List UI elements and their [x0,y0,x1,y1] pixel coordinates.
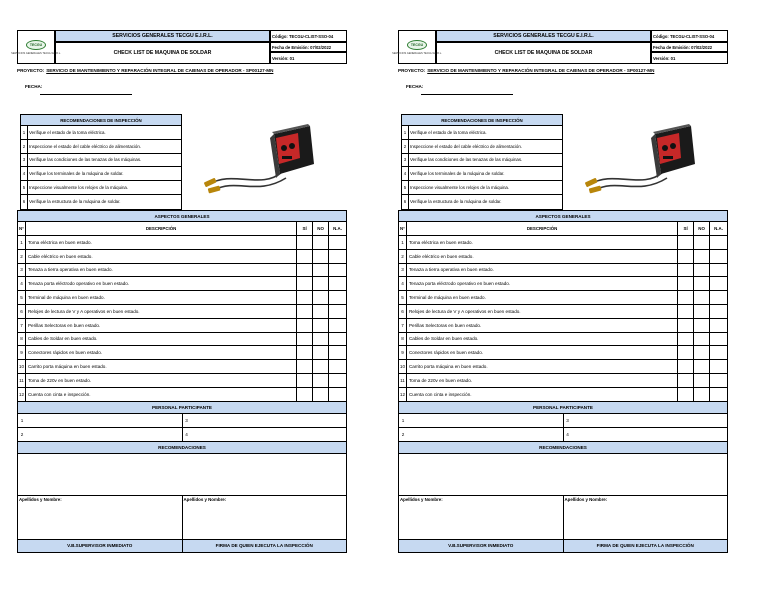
item-description: Cuenta con cinta e inspección. [407,388,678,401]
yes-checkbox[interactable] [678,277,694,290]
personnel-number: 2 [20,431,24,437]
yes-checkbox[interactable] [678,305,694,318]
recommendation-text: Inspeccione el estado del cable eléctrico de alimentación. [29,143,142,149]
recommendations-section-title: RECOMENDACIONES [398,442,728,454]
recommendation-number: 1 [402,126,409,139]
na-checkbox[interactable] [329,264,347,277]
checklist-row [17,333,347,347]
checklist-row [398,388,728,402]
col-no-header: NO [694,222,710,235]
checklist-row [17,346,347,360]
checklist-row [17,264,347,278]
recommendation-text: Inspeccione visualmente los relojes de la máquina. [29,185,129,191]
recommendation-text: Verifique las condiciones de las tenazas de las máquinas. [410,157,523,163]
checklist-row [17,250,347,264]
signature-footer [17,540,347,553]
recommendations-text-area[interactable] [398,454,728,496]
no-checkbox[interactable] [313,305,329,318]
logo-subtext: SERVICIOS GENERALES TECGU E.I.R.L. [11,51,61,55]
recommendation-text: Verifique la estructura de la máquina de soldar. [29,199,121,205]
personnel-number: 1 [401,417,405,423]
inspector-signature-label: FIRMA DE QUIEN EJECUTA LA INSPECCIÓN [183,540,348,552]
general-aspects-grid [398,210,728,553]
checklist-row [17,277,347,291]
no-checkbox[interactable] [313,319,329,332]
na-checkbox[interactable] [710,319,728,332]
company-logo [11,30,61,64]
item-description: Cables de Soldar en buen estado. [407,333,678,346]
yes-checkbox[interactable] [297,388,313,401]
item-description: Carrito porta máquina en buen estado. [26,360,297,373]
na-checkbox[interactable] [329,374,347,387]
item-number: 10 [399,360,407,373]
recommendation-number: 5 [402,181,409,194]
issue-date: Fecha de Emisión: 07/02/2022 [270,42,347,52]
checklist-row [17,291,347,305]
item-number: 1 [18,236,26,249]
personnel-name-field[interactable] [571,428,728,441]
recommendation-text: Verifique los terminales de la máquina de soldar. [29,171,124,177]
na-checkbox[interactable] [329,291,347,304]
na-checkbox[interactable] [329,277,347,290]
na-checkbox[interactable] [710,277,728,290]
item-number: 2 [399,250,407,263]
inspector-name-field[interactable] [564,496,729,539]
supervisor-approval-label: V.B.SUPERVISOR INMEDIATO [18,540,183,552]
na-checkbox[interactable] [710,346,728,359]
no-checkbox[interactable] [313,388,329,401]
checklist-sheet-left [11,30,347,552]
personnel-name-field[interactable] [190,428,347,441]
checklist-row [398,305,728,319]
yes-checkbox[interactable] [297,333,313,346]
date-label: FECHA: [25,84,43,89]
checklist-row [17,236,347,250]
item-number: 7 [18,319,26,332]
item-description: Cable eléctrico en buen estado. [407,250,678,263]
general-aspects-title: ASPECTOS GENERALES [398,210,728,222]
yes-checkbox[interactable] [297,305,313,318]
recommendation-number: 4 [21,167,28,180]
recommendation-text: Verifique el estado de la toma eléctrica. [410,129,487,135]
recommendations-section-title: RECOMENDACIONES [17,442,347,454]
column-headers [398,222,728,236]
personnel-title: PERSONAL PARTICIPANTE [17,402,347,414]
logo-text: TECGU [410,42,424,47]
item-description: Toma de 220v en buen estado. [407,374,678,387]
recommendation-row [402,140,562,154]
na-checkbox[interactable] [329,333,347,346]
item-description: Cables de Soldar en buen estado. [26,333,297,346]
recommendation-text: Inspeccione el estado del cable eléctrico de alimentación. [410,143,523,149]
checklist-row [398,277,728,291]
welding-machine-icon [202,120,317,198]
personnel-number: 1 [20,417,24,423]
issue-date: Fecha de Emisión: 07/02/2022 [651,42,728,52]
personnel-row [17,428,347,442]
col-number-header: N° [18,222,26,235]
yes-checkbox[interactable] [297,374,313,387]
no-checkbox[interactable] [313,236,329,249]
na-checkbox[interactable] [329,236,347,249]
personnel-number: 4 [185,431,188,437]
col-description-header: DESCRIPCIÓN [26,222,297,235]
inspector-name-field[interactable] [183,496,348,539]
inspection-recommendations-title: RECOMENDACIONES DE INSPECCIÓN [21,115,181,126]
date-label: FECHA: [406,84,424,89]
logo-emblem-icon [26,40,46,50]
logo-subtext: SERVICIOS GENERALES TECGU E.I.R.L. [392,51,442,55]
general-aspects-title: ASPECTOS GENERALES [17,210,347,222]
recommendation-row [402,195,562,209]
personnel-name-field[interactable] [407,414,564,427]
item-description: Terminal de máquina en buen estado. [407,291,678,304]
personnel-name-field[interactable] [26,428,183,441]
yes-checkbox[interactable] [678,250,694,263]
no-checkbox[interactable] [694,291,710,304]
personnel-number: 3 [566,417,569,423]
yes-checkbox[interactable] [297,319,313,332]
signature-row [398,496,728,540]
no-checkbox[interactable] [694,305,710,318]
recommendation-row [21,167,181,181]
supervisor-name-field[interactable] [399,496,564,539]
na-checkbox[interactable] [329,346,347,359]
na-checkbox[interactable] [329,360,347,373]
recommendation-text: Inspeccione visualmente los relojes de la máquina. [410,185,510,191]
recommendation-number: 2 [21,140,28,153]
recommendation-number: 4 [402,167,409,180]
no-checkbox[interactable] [694,388,710,401]
recommendation-text: Verifique los terminales de la máquina de soldar. [410,171,505,177]
recommendation-row [21,154,181,168]
inspector-name-label: Apellidos y Nombre: [564,496,608,502]
item-number: 4 [399,277,407,290]
document-title: CHECK LIST DE MAQUINA DE SOLDAR [436,42,651,64]
checklist-row [398,264,728,278]
logo-emblem-icon [407,40,427,50]
col-yes-header: SÍ [297,222,313,235]
checklist-row [398,250,728,264]
no-checkbox[interactable] [313,264,329,277]
checklist-row [17,374,347,388]
item-description: Relojes de lectura de V y A operativos en buen estado. [26,305,297,318]
na-checkbox[interactable] [710,236,728,249]
item-number: 11 [18,374,26,387]
na-checkbox[interactable] [710,264,728,277]
no-checkbox[interactable] [313,346,329,359]
inspector-signature-label: FIRMA DE QUIEN EJECUTA LA INSPECCIÓN [564,540,729,552]
logo-text: TECGU [29,42,43,47]
recommendation-number: 2 [402,140,409,153]
personnel-row [17,414,347,428]
na-checkbox[interactable] [329,319,347,332]
no-checkbox[interactable] [313,360,329,373]
personnel-row [398,428,728,442]
yes-checkbox[interactable] [297,346,313,359]
personnel-number: 4 [566,431,569,437]
checklist-row [398,319,728,333]
item-number: 7 [399,319,407,332]
yes-checkbox[interactable] [297,360,313,373]
recommendations-text-area[interactable] [17,454,347,496]
yes-checkbox[interactable] [678,319,694,332]
supervisor-name-label: Apellidos y Nombre: [400,496,443,502]
company-name: SERVICIOS GENERALES TECGU E.I.R.L. [55,30,270,42]
supervisor-name-label: Apellidos y Nombre: [19,496,62,502]
recommendation-number: 5 [21,181,28,194]
item-number: 2 [18,250,26,263]
inspection-recommendations-title: RECOMENDACIONES DE INSPECCIÓN [402,115,562,126]
project-label: PROYECTO: [17,68,45,73]
item-description: Toma de 220v en buen estado. [26,374,297,387]
document-version: Versión: 01 [651,52,728,64]
item-description: Cable eléctrico en buen estado. [26,250,297,263]
no-checkbox[interactable] [694,333,710,346]
checklist-row [398,346,728,360]
item-description: Carrito porta máquina en buen estado. [407,360,678,373]
col-yes-header: SÍ [678,222,694,235]
date-field-line[interactable] [421,94,513,95]
checklist-row [398,236,728,250]
yes-checkbox[interactable] [678,360,694,373]
checklist-sheet-right [392,30,728,552]
item-description: Toma eléctrica en buen estado. [26,236,297,249]
checklist-row [17,305,347,319]
yes-checkbox[interactable] [297,291,313,304]
recommendation-number: 6 [402,195,409,209]
yes-checkbox[interactable] [678,333,694,346]
recommendation-row [21,195,181,209]
personnel-number: 3 [185,417,188,423]
yes-checkbox[interactable] [678,291,694,304]
yes-checkbox[interactable] [678,264,694,277]
document-code: Código: TECGU-CLIST-SSO-04 [270,30,347,42]
company-logo [392,30,442,64]
no-checkbox[interactable] [313,277,329,290]
personnel-number: 2 [401,431,405,437]
col-na-header: N.A. [710,222,728,235]
personnel-title: PERSONAL PARTICIPANTE [398,402,728,414]
no-checkbox[interactable] [694,374,710,387]
yes-checkbox[interactable] [678,236,694,249]
item-description: Perillas Selectoras en buen estado. [407,319,678,332]
item-number: 11 [399,374,407,387]
no-checkbox[interactable] [694,277,710,290]
na-checkbox[interactable] [710,374,728,387]
col-na-header: N.A. [329,222,347,235]
checklist-row [398,360,728,374]
no-checkbox[interactable] [313,291,329,304]
item-number: 5 [399,291,407,304]
checklist-row [17,360,347,374]
yes-checkbox[interactable] [678,388,694,401]
na-checkbox[interactable] [710,333,728,346]
checklist-row [17,319,347,333]
recommendation-row [402,167,562,181]
general-aspects-grid [17,210,347,553]
checklist-row [17,388,347,402]
inspection-recommendations-table [401,114,563,210]
item-number: 1 [399,236,407,249]
inspector-name-label: Apellidos y Nombre: [183,496,227,502]
recommendation-number: 3 [21,154,28,167]
recommendation-text: Verifique el estado de la toma eléctrica. [29,129,106,135]
item-number: 3 [18,264,26,277]
na-checkbox[interactable] [710,360,728,373]
personnel-row [398,414,728,428]
item-description: Tenaza a tierra operativa en buen estado. [26,264,297,277]
date-field-line[interactable] [40,94,132,95]
na-checkbox[interactable] [329,305,347,318]
item-description: Tenaza a tierra operativa en buen estado. [407,264,678,277]
item-description: Perillas Selectoras en buen estado. [26,319,297,332]
yes-checkbox[interactable] [297,250,313,263]
document-code: Código: TECGU-CLIST-SSO-04 [651,30,728,42]
document-version: Versión: 01 [270,52,347,64]
item-number: 9 [18,346,26,359]
item-number: 12 [399,388,407,401]
item-number: 9 [399,346,407,359]
recommendation-row [402,154,562,168]
project-label: PROYECTO: [398,68,426,73]
na-checkbox[interactable] [710,305,728,318]
recommendation-text: Verifique la estructura de la máquina de soldar. [410,199,502,205]
item-number: 6 [399,305,407,318]
na-checkbox[interactable] [329,388,347,401]
no-checkbox[interactable] [694,346,710,359]
no-checkbox[interactable] [694,360,710,373]
supervisor-approval-label: V.B.SUPERVISOR INMEDIATO [399,540,564,552]
checklist-row [398,374,728,388]
document-header [392,30,728,64]
recommendation-row [402,126,562,140]
personnel-name-field[interactable] [407,428,564,441]
na-checkbox[interactable] [329,250,347,263]
recommendation-number: 3 [402,154,409,167]
col-description-header: DESCRIPCIÓN [407,222,678,235]
supervisor-name-field[interactable] [18,496,183,539]
item-description: Conectores rápidos en buen estado. [407,346,678,359]
col-number-header: N° [399,222,407,235]
personnel-name-field[interactable] [571,414,728,427]
signature-footer [398,540,728,553]
project-value: SERVICIO DE MANTENIMIENTO Y REPARACIÓN INTEGRAL DE CABINAS DE OPERADOR - SP00127-MN [46,68,274,73]
item-description: Cuenta con cinta e inspección. [26,388,297,401]
company-name: SERVICIOS GENERALES TECGU E.I.R.L. [436,30,651,42]
item-description: Toma eléctrica en buen estado. [407,236,678,249]
item-description: Terminal de máquina en buen estado. [26,291,297,304]
recommendation-text: Verifique las condiciones de las tenazas de las máquinas. [29,157,142,163]
document-title: CHECK LIST DE MAQUINA DE SOLDAR [55,42,270,64]
item-number: 8 [399,333,407,346]
col-no-header: NO [313,222,329,235]
item-number: 12 [18,388,26,401]
project-line [398,68,728,73]
item-number: 10 [18,360,26,373]
personnel-name-field[interactable] [26,414,183,427]
yes-checkbox[interactable] [678,346,694,359]
item-number: 5 [18,291,26,304]
item-number: 8 [18,333,26,346]
recommendation-row [21,140,181,154]
item-description: Tenaza porta eléctrodo operativo en buen estado. [407,277,678,290]
no-checkbox[interactable] [694,250,710,263]
recommendation-row [21,181,181,195]
project-value: SERVICIO DE MANTENIMIENTO Y REPARACIÓN INTEGRAL DE CABINAS DE OPERADOR - SP00127-MN [427,68,655,73]
yes-checkbox[interactable] [297,236,313,249]
no-checkbox[interactable] [313,250,329,263]
document-header [11,30,347,64]
project-line [17,68,347,73]
recommendation-number: 1 [21,126,28,139]
yes-checkbox[interactable] [678,374,694,387]
inspection-recommendations-table [20,114,182,210]
item-description: Conectores rápidos en buen estado. [26,346,297,359]
no-checkbox[interactable] [694,236,710,249]
welding-machine-icon [583,120,698,198]
signature-row [17,496,347,540]
item-number: 3 [399,264,407,277]
no-checkbox[interactable] [313,374,329,387]
na-checkbox[interactable] [710,250,728,263]
checklist-row [398,333,728,347]
item-number: 6 [18,305,26,318]
no-checkbox[interactable] [694,319,710,332]
recommendation-number: 6 [21,195,28,209]
no-checkbox[interactable] [694,264,710,277]
item-number: 4 [18,277,26,290]
yes-checkbox[interactable] [297,264,313,277]
recommendation-row [402,181,562,195]
personnel-name-field[interactable] [190,414,347,427]
recommendation-row [21,126,181,140]
item-description: Tenaza porta eléctrodo operativo en buen estado. [26,277,297,290]
na-checkbox[interactable] [710,388,728,401]
na-checkbox[interactable] [710,291,728,304]
no-checkbox[interactable] [313,333,329,346]
column-headers [17,222,347,236]
checklist-row [398,291,728,305]
item-description: Relojes de lectura de V y A operativos en buen estado. [407,305,678,318]
yes-checkbox[interactable] [297,277,313,290]
